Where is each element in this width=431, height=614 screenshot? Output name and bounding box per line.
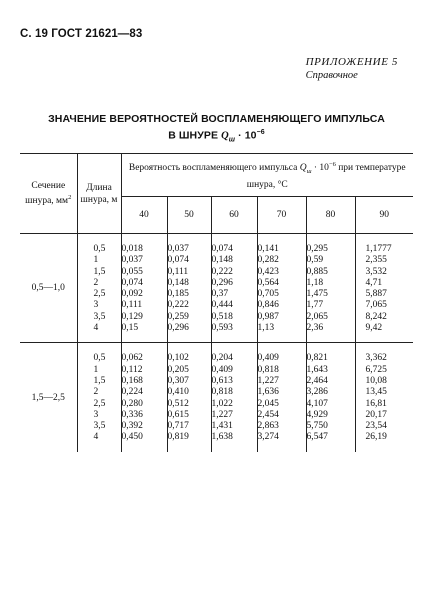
value-cell: 1,643 xyxy=(306,365,355,376)
value-cell: 0,205 xyxy=(167,365,211,376)
table-row xyxy=(20,278,413,289)
length-cell: 1 xyxy=(77,365,121,376)
length-cell: 4 xyxy=(77,323,121,343)
length-cell: 3 xyxy=(77,300,121,311)
value-cell: 2,464 xyxy=(306,376,355,387)
length-cell: 0,5 xyxy=(77,234,121,256)
header-section xyxy=(20,154,77,234)
table-row xyxy=(20,289,413,300)
value-cell: 0,593 xyxy=(211,323,257,343)
value-cell: 0,129 xyxy=(121,312,167,323)
document-title xyxy=(20,112,413,148)
header-temp-50: 50 xyxy=(167,197,211,234)
value-cell: 0,410 xyxy=(167,387,211,398)
header-prob-sub: ш xyxy=(306,168,312,176)
value-cell: 0,204 xyxy=(211,343,257,365)
value-cell: 0,296 xyxy=(167,323,211,343)
header-section-sup: 2 xyxy=(68,193,72,201)
value-cell: 0,055 xyxy=(121,267,167,278)
value-cell: 0,062 xyxy=(121,343,167,365)
appendix-label xyxy=(306,56,398,82)
value-cell: 0,185 xyxy=(167,289,211,300)
value-cell: 0,409 xyxy=(211,365,257,376)
title-line-2 xyxy=(20,126,413,148)
table-row xyxy=(20,234,413,256)
value-cell: 0,987 xyxy=(257,312,306,323)
value-cell: 0,168 xyxy=(121,376,167,387)
value-cell: 0,037 xyxy=(121,255,167,266)
length-cell: 4 xyxy=(77,432,121,451)
table-row xyxy=(20,365,413,376)
length-cell: 2 xyxy=(77,387,121,398)
value-cell: 0,282 xyxy=(257,255,306,266)
section-cell: 0,5—1,0 xyxy=(20,234,77,343)
value-cell: 0,259 xyxy=(167,312,211,323)
header-probability xyxy=(121,154,413,197)
value-cell: 4,107 xyxy=(306,399,355,410)
value-cell: 2,045 xyxy=(257,399,306,410)
value-cell: 0,37 xyxy=(211,289,257,300)
value-cell: 10,08 xyxy=(365,375,387,386)
value-cell: 0,280 xyxy=(121,399,167,410)
value-cell: 0,224 xyxy=(121,387,167,398)
header-prob-symbol: Q xyxy=(299,163,307,174)
value-cell: 1,022 xyxy=(211,399,257,410)
value-cell: 23,54 xyxy=(365,421,387,432)
value-cell: 0,885 xyxy=(306,267,355,278)
value-cell: 0,111 xyxy=(167,267,211,278)
value-cell: 1,475 xyxy=(306,289,355,300)
value-cell: 3,362 xyxy=(355,343,413,365)
title-line-1: ЗНАЧЕНИЕ ВЕРОЯТНОСТЕЙ ВОСПЛАМЕНЯЮЩЕГО ИМПУЛЬСА xyxy=(48,113,385,125)
value-cell: 0,037 xyxy=(167,234,211,256)
value-cell: 5,750 xyxy=(306,421,355,432)
value-cell: 13,45 xyxy=(365,387,387,398)
table-body xyxy=(20,234,413,452)
value-cell: 0,222 xyxy=(167,300,211,311)
header-section-label: Сечение шнура, мм xyxy=(25,180,69,207)
value-cell: 0,450 xyxy=(121,432,167,451)
value-cell: 0,018 xyxy=(121,234,167,256)
value-cell: 0,092 xyxy=(121,289,167,300)
value-cell: 0,112 xyxy=(121,365,167,376)
length-cell: 2,5 xyxy=(77,399,121,410)
header-prob-mult: · 10 xyxy=(311,163,329,174)
value-cell: 0,819 xyxy=(167,432,211,451)
table-row xyxy=(20,255,413,266)
header-temp-60: 60 xyxy=(211,197,257,234)
header-prob-exp: −6 xyxy=(328,161,336,169)
title-multiplier: · 10 xyxy=(235,129,257,142)
value-cell: 5,887 xyxy=(365,289,387,300)
value-cell: 1,227 xyxy=(257,376,306,387)
value-cell: 0,295 xyxy=(306,234,355,256)
value-cell: 0,336 xyxy=(121,410,167,421)
title-symbol-sub: ш xyxy=(228,136,236,144)
appendix-subtitle: Справочное xyxy=(305,70,358,81)
table-row xyxy=(20,410,413,421)
value-cell: 9,42 xyxy=(365,323,383,334)
title-prefix: В ШНУРЕ xyxy=(168,129,222,142)
value-cell: 0,512 xyxy=(167,399,211,410)
value-cell: 0,102 xyxy=(167,343,211,365)
value-cell: 2,355 xyxy=(365,255,387,266)
table-row xyxy=(20,432,413,451)
value-cell: 6,547 xyxy=(306,432,355,451)
value-cell: 1,431 xyxy=(211,421,257,432)
value-cell: 2,454 xyxy=(257,410,306,421)
value-cell: 0,705 xyxy=(257,289,306,300)
value-cell: 0,821 xyxy=(306,343,355,365)
table-row xyxy=(20,300,413,311)
table-row xyxy=(20,399,413,410)
value-cell: 3,532 xyxy=(365,266,387,277)
value-cell: 3,274 xyxy=(257,432,306,451)
value-cell: 0,409 xyxy=(257,343,306,365)
value-cell: 0,392 xyxy=(121,421,167,432)
table-row xyxy=(20,387,413,398)
value-cell: 8,242 xyxy=(365,311,387,322)
value-cell: 2,863 xyxy=(257,421,306,432)
value-cell: 7,065 xyxy=(365,300,387,311)
value-cell: 0,296 xyxy=(211,278,257,289)
table-row xyxy=(20,267,413,278)
length-cell: 1,5 xyxy=(77,376,121,387)
value-cell: 0,518 xyxy=(211,312,257,323)
value-cell: 1,638 xyxy=(211,432,257,451)
table-row xyxy=(20,323,413,343)
value-cell: 0,074 xyxy=(211,234,257,256)
value-cell: 0,074 xyxy=(121,278,167,289)
header-temp-80: 80 xyxy=(306,197,355,234)
value-cell: 1,13 xyxy=(257,323,306,343)
value-cell: 0,717 xyxy=(167,421,211,432)
value-cell: 3,286 xyxy=(306,387,355,398)
value-cell: 26,19 xyxy=(365,432,387,443)
value-cell: 2,36 xyxy=(306,323,355,343)
value-cell: 1,77 xyxy=(306,300,355,311)
header-prob-suffix: при температуре шнура, °С xyxy=(246,163,406,190)
length-cell: 3 xyxy=(77,410,121,421)
value-cell: 0,111 xyxy=(121,300,167,311)
value-cell: 4,71 xyxy=(365,277,383,288)
section-cell: 1,5—2,5 xyxy=(20,343,77,452)
header-temp-90: 90 xyxy=(355,197,413,234)
title-symbol: Q xyxy=(221,130,229,142)
value-cell: 0,148 xyxy=(211,255,257,266)
value-cell: 20,17 xyxy=(365,409,387,420)
page-header: С. 19 ГОСТ 21621—83 xyxy=(20,28,143,40)
value-cell: 0,444 xyxy=(211,300,257,311)
value-cell: 0,846 xyxy=(257,300,306,311)
value-cell: 0,307 xyxy=(167,376,211,387)
length-cell: 0,5 xyxy=(77,343,121,365)
header-temp-40: 40 xyxy=(121,197,167,234)
value-cell: 4,929 xyxy=(306,410,355,421)
value-cell: 0,141 xyxy=(257,234,306,256)
value-cell: 0,615 xyxy=(167,410,211,421)
table-row xyxy=(20,421,413,432)
value-cell: 1,227 xyxy=(211,410,257,421)
value-cell: 6,725 xyxy=(365,364,387,375)
value-cell: 1,1777 xyxy=(365,244,392,254)
value-cell: 0,222 xyxy=(211,267,257,278)
length-cell: 1,5 xyxy=(77,267,121,278)
value-cell: 0,074 xyxy=(167,255,211,266)
length-cell: 3,5 xyxy=(77,312,121,323)
table-row xyxy=(20,376,413,387)
value-cell: 16,81 xyxy=(365,398,387,409)
value-cell: 1,636 xyxy=(257,387,306,398)
table-row xyxy=(20,312,413,323)
value-cell: 0,148 xyxy=(167,278,211,289)
header-prob-prefix: Вероятность воспламеняющего импульса xyxy=(128,163,300,174)
length-cell: 2 xyxy=(77,278,121,289)
value-cell: 2,065 xyxy=(306,312,355,323)
value-cell: 0,15 xyxy=(121,323,167,343)
value-cell: 0,59 xyxy=(306,255,355,266)
length-cell: 1 xyxy=(77,255,121,266)
value-cell: 0,818 xyxy=(257,365,306,376)
value-cell: 0,818 xyxy=(211,387,257,398)
value-cell: 0,613 xyxy=(211,376,257,387)
table-row xyxy=(20,343,413,365)
header-temp-70: 70 xyxy=(257,197,306,234)
value-cell: 0,423 xyxy=(257,267,306,278)
value-cell: 0,564 xyxy=(257,278,306,289)
length-cell: 2,5 xyxy=(77,289,121,300)
title-exponent: −6 xyxy=(256,129,265,136)
length-cell: 3,5 xyxy=(77,421,121,432)
probability-table xyxy=(20,153,413,452)
value-cell: 1,18 xyxy=(306,278,355,289)
appendix-title: ПРИЛОЖЕНИЕ 5 xyxy=(305,56,398,68)
header-length: Длина шнура, м xyxy=(77,154,121,234)
